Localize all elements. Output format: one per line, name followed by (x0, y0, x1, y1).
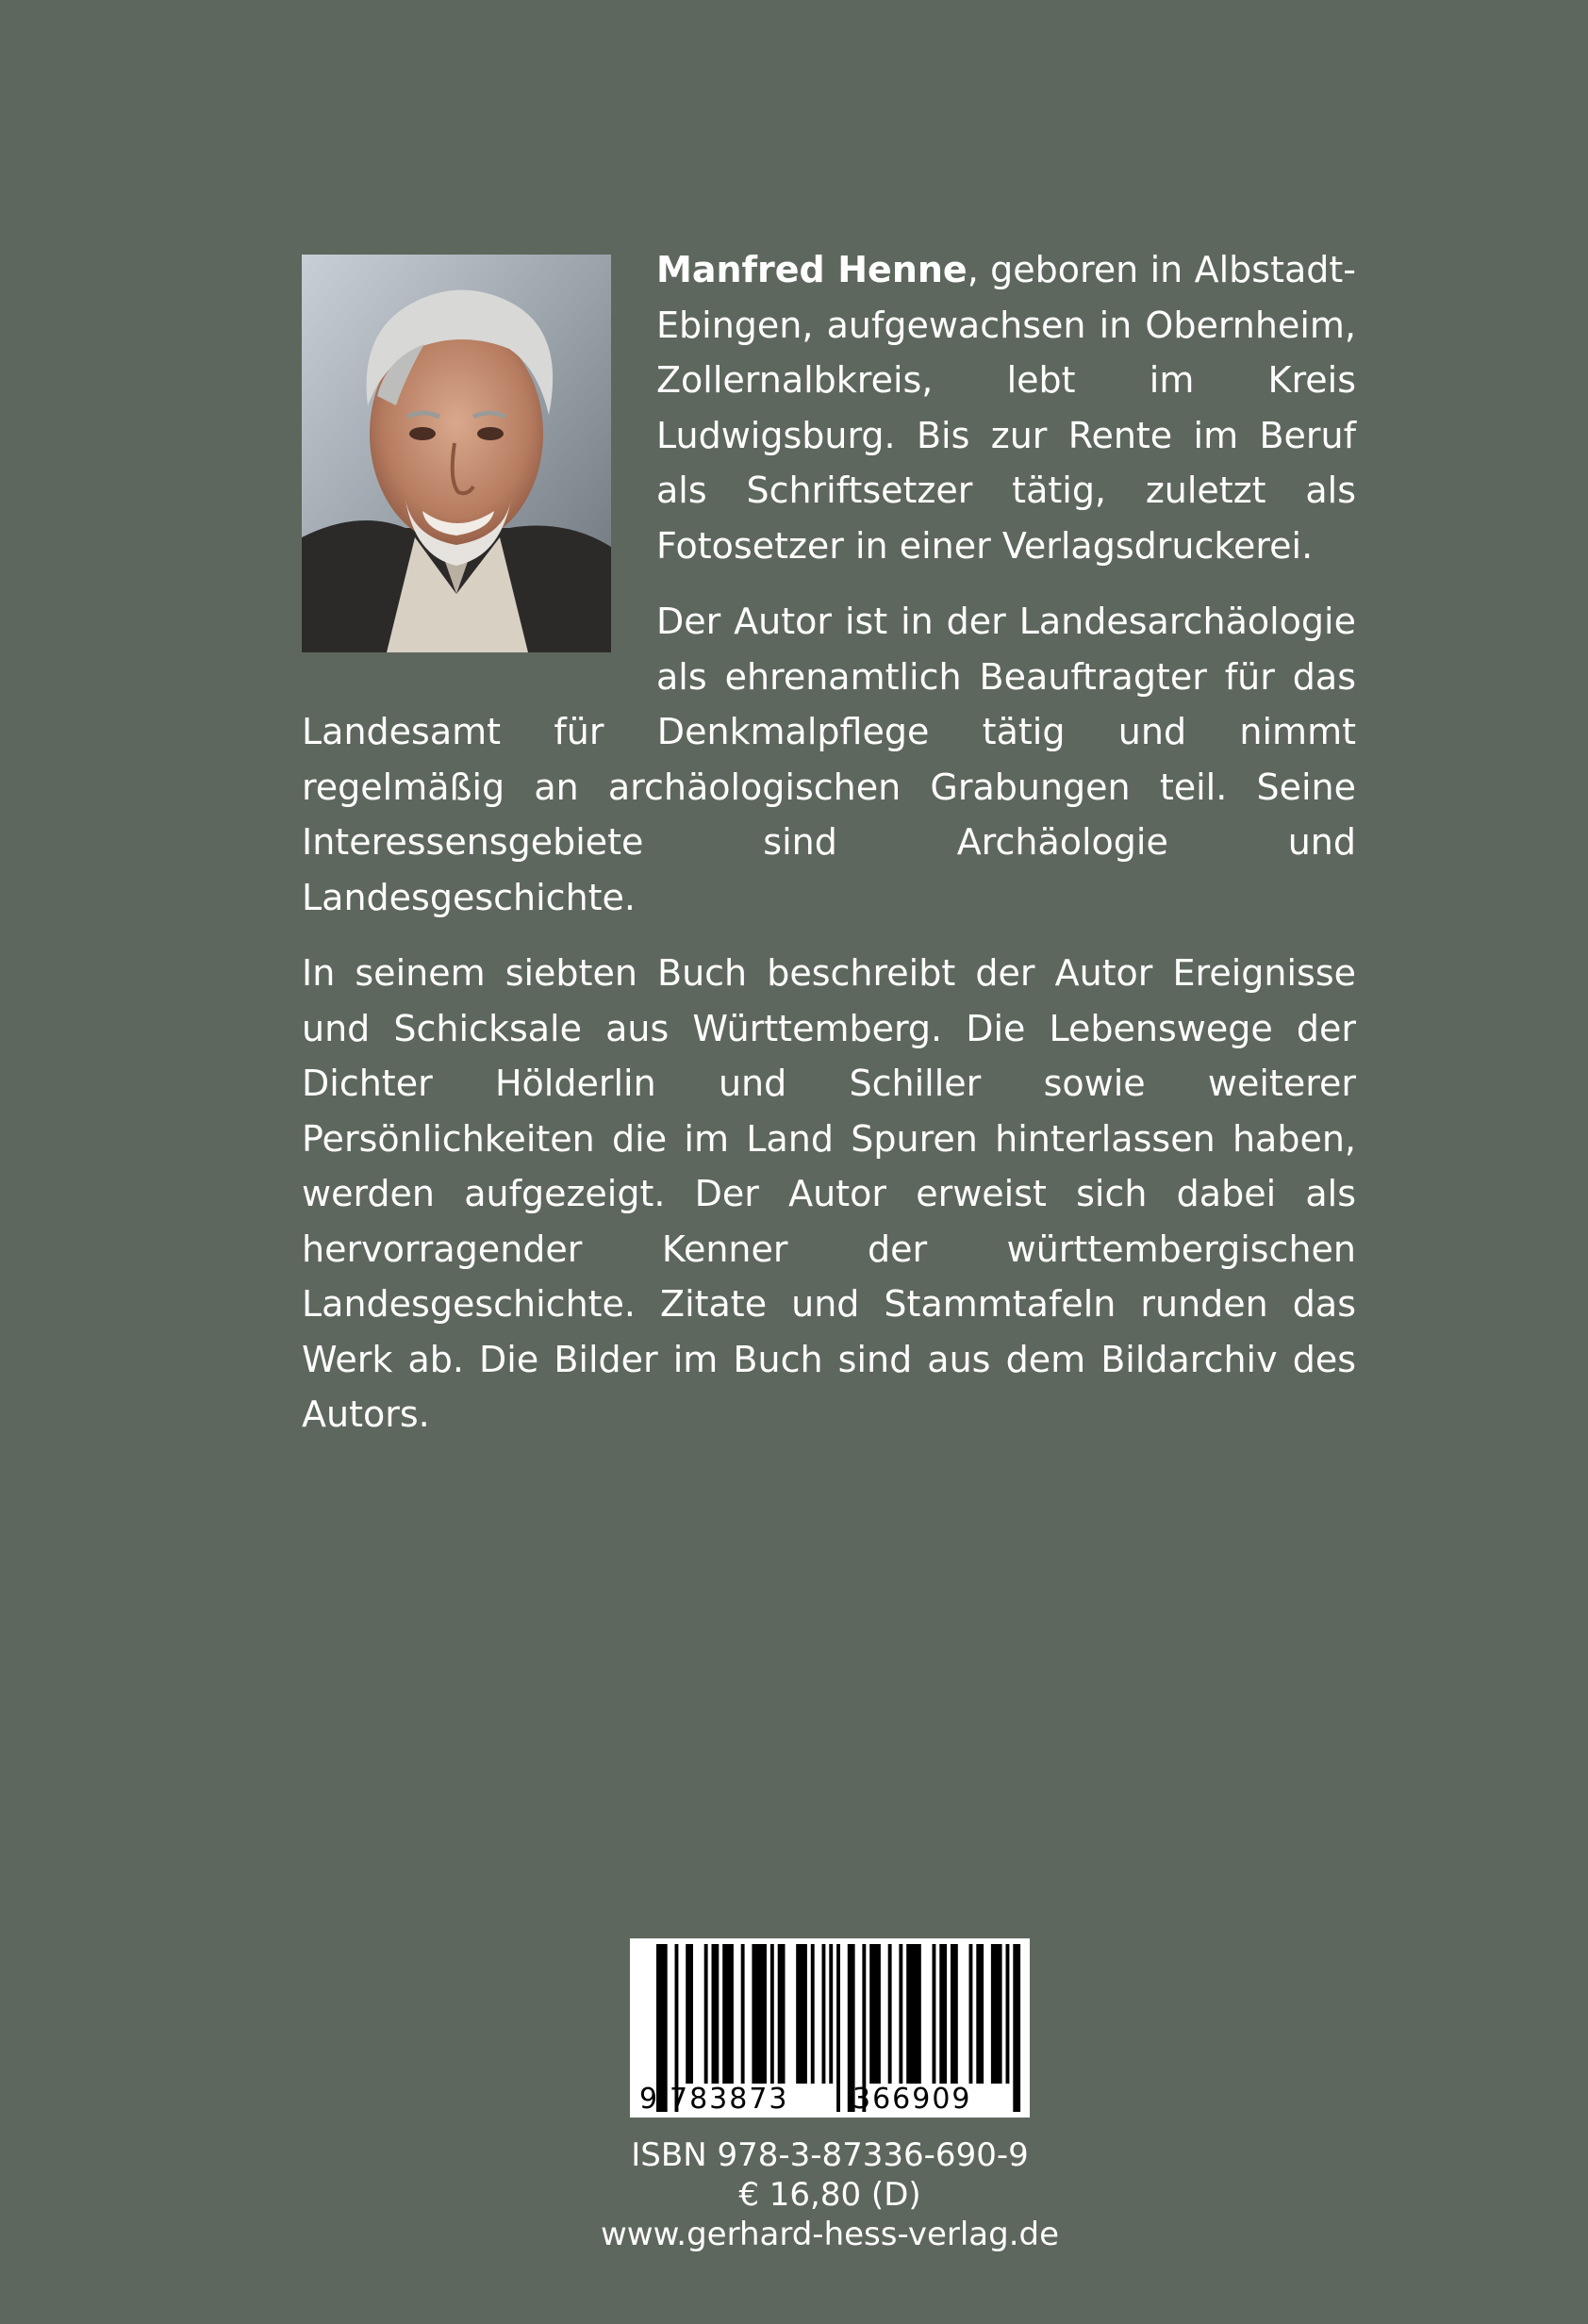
barcode-bar (1006, 1944, 1010, 2084)
author-name: Manfred Henne (656, 249, 968, 290)
author-archaeology-paragraph: Der Autor ist in der Landesarchäologie als ehrenamtlich Beauftragter für das Landesamt für Denkmalpflege tätig und nimmt regelmäßig an archäologischen Grabungen teil. Seine Interessensgebiete sind Archäologie und Landesgeschichte. (302, 601, 1356, 918)
barcode-bar (869, 1944, 881, 2084)
barcode-bar (991, 1944, 1002, 2084)
publisher-website: www.gerhard-hess-verlag.de (600, 2216, 1060, 2253)
barcode-bar (686, 1944, 693, 2084)
text-block (302, 242, 1356, 1463)
barcode-right-group: 366909 (852, 2083, 972, 2116)
author-bio-intro: , geboren in Albstadt-Ebingen, aufgewachsen in Obernheim, Zollernalbkreis, lebt im Kreis Ludwigsburg. Bis zur Rente im Beruf als Schriftsetzer tätig, zuletzt als Fotosetzer in einer Verlagsdruckerei. (656, 249, 1356, 567)
barcode-bar (712, 1944, 720, 2084)
barcode-bar (969, 1944, 973, 2084)
barcode-left-group: 783873 (670, 2083, 789, 2116)
barcode-bar (722, 1944, 734, 2084)
author-portrait-icon (302, 255, 611, 652)
barcode-bar (1013, 1944, 1020, 2112)
barcode-bar (888, 1944, 892, 2084)
book-description-paragraph: In seinem siebten Buch beschreibt der Autor Ereignisse und Schicksale aus Württemberg. Die Lebenswege der Dichter Hölderlin und Schiller sowie weiterer Persönlichkeiten die im Land Spuren hinterlassen haben, werden aufgezeigt. Der Autor erweist sich dabei als hervorragender Kenner der württembergischen Landesgeschichte. Zitate und Stammtafeln runden das Werk ab. Die Bilder im Buch sind aus dem Bildarchiv des Autors. (302, 952, 1356, 1435)
barcode-bar (796, 1944, 807, 2084)
barcode-bar (752, 1944, 767, 2084)
barcode-bar (822, 1944, 826, 2084)
barcode-bar (933, 1944, 936, 2084)
isbn-text: ISBN 978-3-87336-690-9 (631, 2136, 1029, 2174)
barcode-bar (951, 1944, 958, 2084)
barcode-bar (899, 1944, 902, 2084)
barcode-bar (778, 1944, 786, 2084)
barcode-bar (741, 1944, 745, 2084)
imprint (509, 2135, 1150, 2254)
author-photo (302, 255, 611, 652)
isbn-barcode (630, 1938, 1030, 2118)
barcode-bar (770, 1944, 774, 2084)
barcode-bar (939, 1944, 947, 2084)
barcode-bar (829, 1944, 833, 2084)
barcode-bar (811, 1944, 815, 2084)
price-text: € 16,80 (D) (738, 2176, 921, 2214)
barcode-bar (836, 1944, 840, 2112)
barcode-lead-digit: 9 (639, 2083, 660, 2116)
barcode-bar (976, 1944, 984, 2084)
barcode-bar (906, 1944, 921, 2084)
barcode-bar (704, 1944, 708, 2084)
